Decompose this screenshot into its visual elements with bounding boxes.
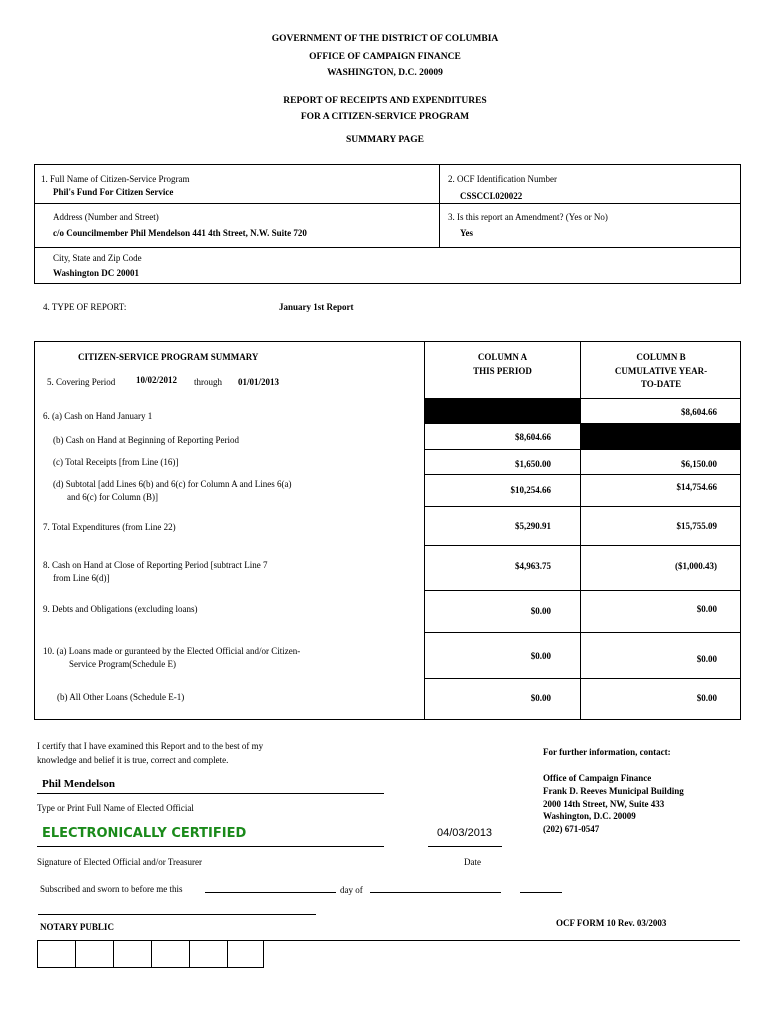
address-value: c/o Councilmember Phil Mendelson 441 4th Street, N.W. Suite 720 — [53, 228, 307, 238]
certify-text-1: I certify that I have examined this Report and to the best of my — [37, 741, 264, 751]
address-label: Address (Number and Street) — [53, 212, 159, 222]
info-rule-2 — [34, 247, 741, 248]
line-6b-label: (b) Cash on Hand at Beginning of Reporting Period — [53, 435, 239, 445]
signature-underline — [37, 846, 384, 847]
sworn-label: Subscribed and sworn to before me this — [40, 884, 183, 894]
info-rule-1 — [34, 203, 741, 204]
report-type-label: 4. TYPE OF REPORT: — [43, 302, 127, 312]
covering-period-from: 10/02/2012 — [136, 375, 178, 385]
notary-signature-line — [38, 914, 316, 915]
line-8-label-1: 8. Cash on Hand at Close of Reporting Period [subtract Line 7 — [43, 560, 268, 570]
line-6c-col-a: $1,650.00 — [515, 459, 551, 469]
covering-period-label: 5. Covering Period — [47, 377, 116, 387]
header-government: GOVERNMENT OF THE DISTRICT OF COLUMBIA — [271, 34, 499, 44]
ocf-id-label: 2. OCF Identification Number — [448, 174, 557, 184]
signature-label: Signature of Elected Official and/or Treasurer — [37, 857, 203, 867]
contact-city: Washington, D.C. 20009 — [543, 811, 636, 821]
bottom-box-divider-3 — [151, 940, 152, 968]
official-name-value: Phil Mendelson — [42, 778, 116, 790]
header-program: FOR A CITIZEN-SERVICE PROGRAM — [300, 112, 470, 122]
line-6d-label-1: (d) Subtotal [add Lines 6(b) and 6(c) for Column A and Lines 6(a) — [53, 479, 292, 489]
row-rule-10a — [424, 632, 741, 633]
line-8-label-2: from Line 6(d)] — [53, 573, 110, 583]
line-7-col-b: $15,755.09 — [676, 521, 717, 531]
electronic-signature: ELECTRONICALLY CERTIFIED — [42, 826, 247, 841]
summary-title: CITIZEN-SERVICE PROGRAM SUMMARY — [78, 352, 259, 362]
sworn-day-underline — [205, 892, 336, 893]
line-10a-col-a: $0.00 — [530, 651, 551, 661]
line-6c-label: (c) Total Receipts [from Line (16)] — [53, 457, 179, 467]
column-b-title: COLUMN B — [636, 352, 686, 362]
header-report-title: REPORT OF RECEIPTS AND EXPENDITURES — [283, 96, 487, 106]
bottom-box-divider-4 — [189, 940, 190, 968]
row-rule-6d — [424, 474, 741, 475]
line-10b-col-a: $0.00 — [530, 693, 551, 703]
ocf-id-value: CSSCCI.020022 — [460, 191, 523, 201]
official-name-underline — [37, 793, 384, 794]
column-b-subtitle-2: TO-DATE — [640, 379, 682, 389]
report-type-value: January 1st Report — [279, 302, 354, 312]
bottom-box-divider-1 — [75, 940, 76, 968]
signature-date-value: 04/03/2013 — [437, 827, 493, 839]
date-label: Date — [464, 857, 481, 867]
form-identifier: OCF FORM 10 Rev. 03/2003 — [556, 918, 667, 928]
row-rule-8 — [424, 545, 741, 546]
column-a-subtitle: THIS PERIOD — [473, 366, 532, 376]
date-underline — [428, 846, 502, 847]
covering-period-through: through — [194, 377, 222, 387]
line-6d-col-b: $14,754.66 — [676, 482, 717, 492]
amendment-value: Yes — [460, 228, 473, 238]
line-9-col-b: $0.00 — [696, 604, 717, 614]
sworn-year-underline — [520, 892, 562, 893]
contact-building: Frank D. Reeves Municipal Building — [543, 786, 684, 796]
line-10a-col-b: $0.00 — [696, 654, 717, 664]
header-office: OFFICE OF CAMPAIGN FINANCE — [309, 52, 461, 62]
line-7-col-a: $5,290.91 — [515, 521, 551, 531]
contact-street: 2000 14th Street, NW, Suite 433 — [543, 799, 665, 809]
contact-office: Office of Campaign Finance — [543, 773, 652, 783]
line-8-col-a: $4,963.75 — [515, 561, 551, 571]
line-6c-col-b: $6,150.00 — [681, 459, 717, 469]
notary-public-label: NOTARY PUBLIC — [40, 922, 114, 932]
line-9-label: 9. Debts and Obligations (excluding loans) — [43, 604, 198, 614]
info-divider — [439, 164, 440, 248]
header-summary-page: SUMMARY PAGE — [345, 135, 425, 145]
row-rule-6c — [424, 449, 741, 450]
line-6b-col-a: $8,604.66 — [515, 432, 551, 442]
line-6d-label-2: and 6(c) for Column (B)] — [67, 492, 158, 502]
column-a-title: COLUMN A — [477, 352, 528, 362]
header-washington: WASHINGTON, D.C. 20009 — [327, 68, 443, 78]
certify-text-2: knowledge and belief it is true, correct and complete. — [37, 755, 229, 765]
line-10a-label-1: 10. (a) Loans made or guranteed by the Elected Official and/or Citizen- — [43, 646, 301, 656]
line-10b-label: (b) All Other Loans (Schedule E-1) — [57, 692, 185, 702]
line-8-col-b: ($1,000.43) — [675, 561, 717, 571]
row-rule-9 — [424, 590, 741, 591]
sworn-month-underline — [370, 892, 501, 893]
program-name-label: 1. Full Name of Citizen-Service Program — [41, 174, 190, 184]
bottom-box-divider-2 — [113, 940, 114, 968]
line-7-label: 7. Total Expenditures (from Line 22) — [43, 522, 176, 532]
contact-heading: For further information, contact: — [543, 747, 671, 757]
column-b-subtitle-1: CUMULATIVE YEAR- — [614, 366, 708, 376]
line-10b-col-b: $0.00 — [696, 693, 717, 703]
row-rule-7 — [424, 506, 741, 507]
day-of-label: day of — [340, 885, 363, 895]
contact-phone: (202) 671-0547 — [543, 824, 600, 834]
line-6d-col-a: $10,254.66 — [510, 485, 551, 495]
city-label: City, State and Zip Code — [53, 253, 142, 263]
program-name-value: Phil's Fund For Citizen Service — [53, 187, 174, 197]
line-9-col-a: $0.00 — [530, 606, 551, 616]
bottom-box-divider-5 — [227, 940, 228, 968]
amendment-label: 3. Is this report an Amendment? (Yes or No) — [448, 212, 608, 222]
blacked-cell-6b-col-b — [581, 424, 741, 449]
line-6a-label: 6. (a) Cash on Hand January 1 — [43, 411, 153, 421]
row-rule-10b — [424, 678, 741, 679]
line-6a-col-b: $8,604.66 — [681, 407, 717, 417]
official-name-label: Type or Print Full Name of Elected Official — [37, 803, 194, 813]
line-10a-label-2: Service Program(Schedule E) — [69, 659, 176, 669]
blacked-cell-6a-col-a — [425, 399, 580, 423]
covering-period-to: 01/01/2013 — [238, 377, 280, 387]
city-value: Washington DC 20001 — [53, 268, 140, 278]
